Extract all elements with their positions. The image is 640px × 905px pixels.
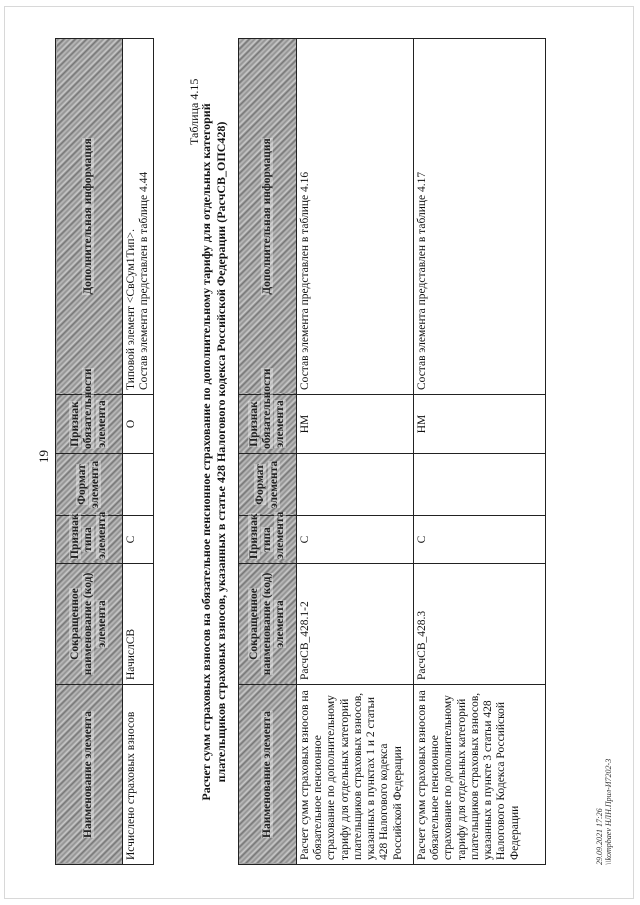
table-row (123, 39, 154, 865)
col-header-format: Формат элемента (239, 454, 297, 516)
table-row (414, 39, 546, 865)
cell-extra: Состав элемента представлен в таблице 4.17 (414, 39, 546, 395)
col-header-name: Наименование элемента (239, 685, 297, 865)
col-header-format: Формат элемента (56, 454, 123, 516)
cell-required: НМ (297, 395, 414, 454)
cell-required: НМ (414, 395, 546, 454)
cell-format (414, 454, 546, 516)
cell-format (297, 454, 414, 516)
table-label: Таблица 4.15 (187, 78, 201, 145)
cell-extra-line: Состав элемента представлен в таблице 4.44 (138, 171, 151, 390)
table-header-row (239, 39, 297, 865)
col-header-type: Признак типа элемента (239, 516, 297, 564)
table-header-row (56, 39, 123, 865)
cell-extra: Состав элемента представлен в таблице 4.16 (297, 39, 414, 395)
cell-name: Расчет сумм страховых взносов на обязательное пенсионное страхование по дополнительному тарифу для отдельных категорий плательщиков страховых взносов, указанных в пунктах 1 и 2 статьи 428 Налогового кодекса Российской Федерации (297, 685, 414, 865)
cell-extra-line: Типовой элемент <СвСум1Тип>. (125, 229, 137, 390)
print-stamp (595, 759, 613, 865)
col-header-short-name: Сокращенное наименование (код) элемента (239, 564, 297, 685)
cell-type: С (297, 516, 414, 564)
table-row (297, 39, 414, 865)
cell-name: Исчислено страховых взносов (123, 685, 154, 865)
cell-format (123, 454, 154, 516)
col-header-name: Наименование элемента (56, 685, 123, 865)
cell-code: НачислСВ (123, 564, 154, 685)
cell-code: РасчСВ_428.3 (414, 564, 546, 685)
table-title: плательщиков страховых взносов, указанных в статье 428 Налогового кодекса Российской Федерации (РасчСВ_ОПС428) (214, 121, 228, 783)
cell-code: РасчСВ_428.1-2 (297, 564, 414, 685)
col-header-required: Признак обязательности элемента (56, 395, 123, 454)
col-header-short-name: Сокращенное наименование (код) элемента (56, 564, 123, 685)
stamp-path: \\kompbaev НЛН.Прил-И7202-3 (604, 758, 614, 865)
cell-type: С (123, 516, 154, 564)
table-title: Расчет сумм страховых взносов на обязательное пенсионное страхование по дополнительному тарифу для отдельных категорий (199, 103, 213, 801)
col-header-type: Признак типа элемента (56, 516, 123, 564)
cell-required: О (123, 395, 154, 454)
page-number: 19 (36, 450, 51, 463)
col-header-extra: Дополнительная информация (56, 39, 123, 395)
col-header-extra: Дополнительная информация (239, 39, 297, 395)
table-4-15 (238, 38, 546, 865)
col-header-required: Признак обязательности элемента (239, 395, 297, 454)
cell-extra (123, 39, 154, 395)
table-continuation (55, 38, 154, 865)
cell-type: С (414, 516, 546, 564)
stamp-date: 29.09.2021 17:26 (595, 808, 604, 865)
cell-name: Расчет сумм страховых взносов на обязательное пенсионное страхование по дополнительному тарифу для отдельных категорий плательщиков страховых взносов, указанных в пункте 3 статьи 428 Налогового Кодекса Российской Федерации (414, 685, 546, 865)
